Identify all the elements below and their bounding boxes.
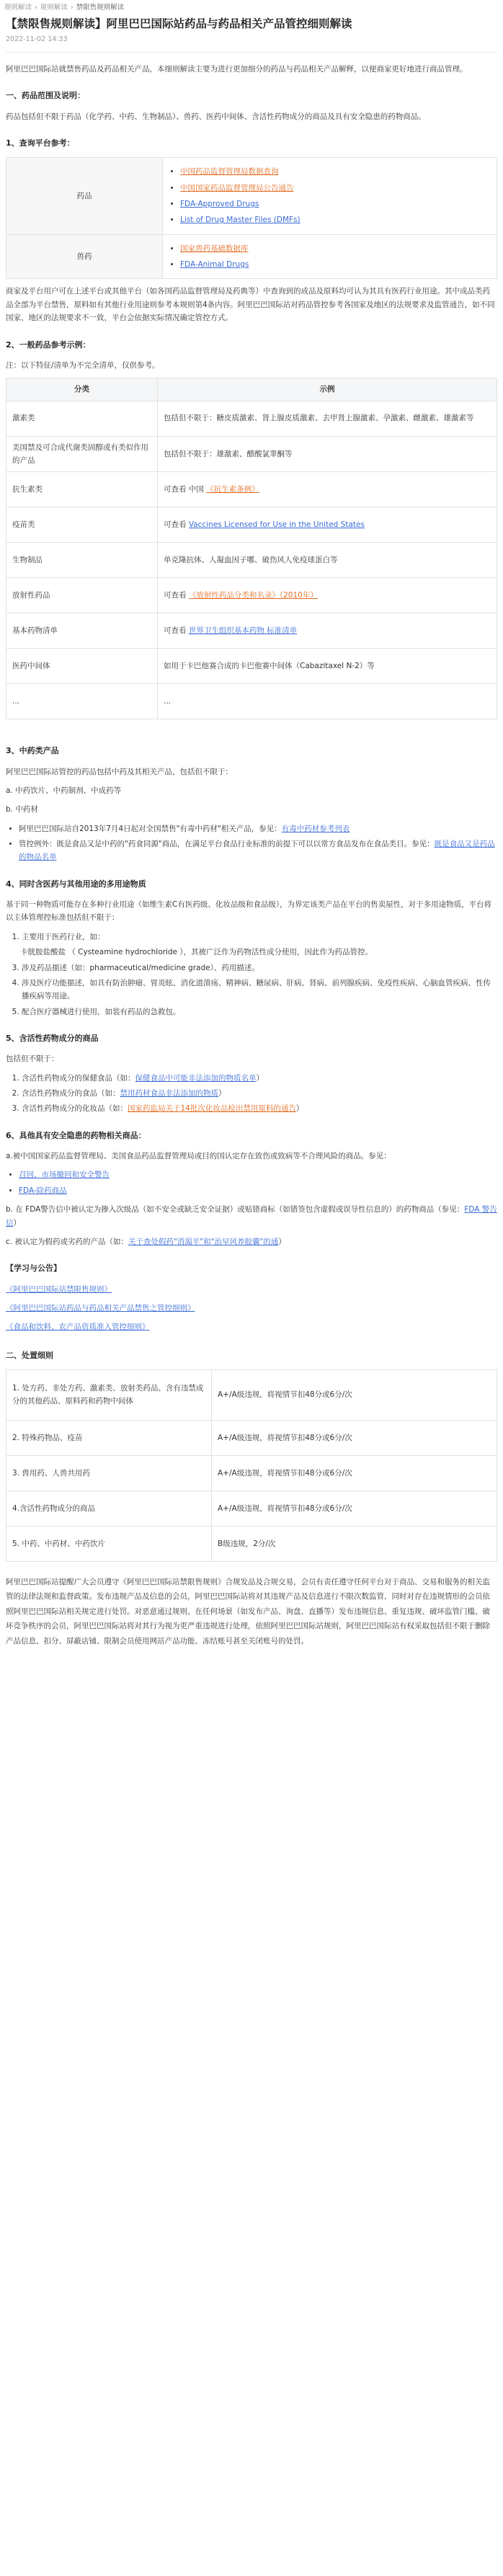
paragraph: b. 中药材 [6,805,38,814]
publish-date: 2022-11-02 14:33 [6,35,68,44]
link[interactable]: FDA-Animal Drugs [180,260,249,269]
table-cell [158,507,497,543]
list-text: 管控例外：既是食品又是中药的"药食同源"商品，在满足平台食品行业标准的前提下可以以常方食品发布在食品类目。参见： [19,840,435,848]
paragraph-text: b. 在 FDA警告信中被认定为掺入次级品（如不安全或缺乏安全证据）或贴错商标（如错签包含虚假或误导性信息的）的药物商品（参见： [6,1205,465,1214]
penalty-table [6,1369,497,1562]
bullet-list [6,822,497,864]
table-cell: 美国禁及可合成代谢类固醇或有类似作用的产品 [6,436,158,472]
link[interactable]: 世界卫生组织基本药物 标准清单 [188,626,298,636]
cell-text: 可查看 [164,520,189,530]
table-cell: 1. 处方药、非处方药、激素类、放射类药品、含有违禁成分的其他药品、原料药和药物中间体 [6,1369,212,1420]
table-cell: 包括但不限于：糖皮质激素、肾上腺皮质激素、去甲肾上腺激素、孕激素、雌激素、雄激素等 [158,401,497,436]
link[interactable]: 国家药监局关于14批次化妆品检出禁用原料的通告 [128,1104,296,1114]
table-row [6,507,497,543]
column-header: 分类 [6,378,158,401]
section-heading: 4、同时含医药与其他用途的多用途物质 [6,879,146,889]
breadcrumb-separator: › [35,4,37,12]
drug-examples-table [6,378,497,719]
table-cell: 2. 特殊药物品、疫苗 [6,1420,212,1455]
table-cell: B级违规，2分/次 [212,1526,497,1561]
cell-text: 可查看 [164,591,189,600]
query-platform-table [6,157,497,279]
paragraph [6,1203,497,1230]
table-cell: A+/A级违规，将视情节扣48分或6分/次 [212,1369,497,1420]
table-cell: A+/A级违规，将视情节扣48分或6分/次 [212,1455,497,1491]
table-cell [158,472,497,507]
learn-link-row [6,1302,497,1315]
table-row [6,158,497,235]
list-text: ） [218,1089,226,1098]
table-cell: ... [6,684,158,719]
link[interactable]: 有毒中药材参考列表 [281,824,350,833]
table-row [6,1491,497,1526]
table-cell: 3. 兽用药、人兽共用药 [6,1455,212,1491]
paragraph: 商家及平台用户可在上述平台或其他平台（如各国药品监督管理局及药典等）中查询到的成品及原料均可认为其具有医药行业用途。其中成品类药品全部为平台禁售，原料如有其他行业用途则参考本规则第4条内容。阿里巴巴国际站对药品管控参考各国家及地区的法规要求及监管通告，如不同国家、地区的法规要求不一致，平台会依据实际情况确定管控方式。 [6,287,495,323]
table-cell: 5. 中药、中药材、中药饮片 [6,1526,212,1561]
table-row [6,436,497,472]
list-text: 含活性药物成分的食品（如： [22,1089,120,1098]
table-cell [158,613,497,649]
table-cell: 如用于卡巴他赛合成的卡巴他赛中间体（Cabazitaxel N-2）等 [158,649,497,684]
table-row [6,1420,497,1455]
list-text: 含活性药物成分的化妆品（如： [22,1104,128,1114]
table-row [6,684,497,719]
list-item [22,1087,497,1100]
table-row [6,649,497,684]
section-heading: 6、具他具有安全隐患的药物相关商品： [6,1130,146,1140]
link[interactable]: 中国药品监督管理局数据查询 [180,167,279,177]
table-row [6,578,497,613]
link[interactable]: FDA-除药商品 [19,1186,67,1195]
list-text: ） [256,1073,264,1083]
table-cell: 生物制品 [6,543,158,578]
table-cell: 基本药物清单 [6,613,158,649]
link[interactable]: 禁用药材食品非法添加的物质 [120,1089,218,1098]
list-item [19,838,497,864]
section-heading: 1、查询平台参考： [6,138,75,148]
section-heading: 二、处置细则 [6,1350,53,1360]
list-item [19,1168,497,1181]
table-cell: A+/A级违规，将视情节扣48分或6分/次 [212,1491,497,1526]
table-cell: 4.含活性药物成分的商品 [6,1491,212,1526]
table-cell: 兽药 [6,234,163,279]
paragraph-text: ） [278,1237,286,1246]
table-cell [163,158,497,235]
table-row [6,1369,497,1420]
list-text: 阿里巴巴国际站自2013年7月4日起对全国禁售"有毒中药材"相关产品，参见： [19,824,282,833]
paragraph: 阿里巴巴国际站管控的药品包括中药及其相关产品，包括但不限于： [6,767,233,776]
breadcrumb-item[interactable]: 规则解读 [40,4,68,12]
link[interactable]: 《阿里巴巴国际站药品与药品相关产品禁售之管控细则》 [6,1303,195,1313]
paragraph: 包括但不限于： [6,1054,59,1064]
section-heading: 2、一般药品参考示例： [6,339,91,350]
link[interactable]: 《阿里巴巴国际站禁限售规则》 [6,1284,112,1294]
link[interactable]: 《食品和饮料、农产品资质准入管控细则》 [6,1323,150,1332]
paragraph-text: ） [13,1218,21,1227]
list-item [19,1184,497,1197]
note: 注：以下特征/清单为不完全清单，仅供参考。 [6,360,160,370]
list-item: 卡胱胺盐酸盐 （ Cysteamine hydrochloride ），其被广泛作为药物活性成分使用，因此作为药品管控。 [20,948,373,957]
link[interactable]: 保健食品中可能非法添加的物质名单 [135,1073,257,1083]
link[interactable]: 既是食品又是药品的物品名单 [19,840,495,862]
table-row [6,613,497,649]
learn-link-row [6,1283,497,1296]
list-text: 含活性药物成分的保健食品（如： [22,1073,135,1083]
list-item: 4. 涉及医疗功能描述，如具有防治肿瘤、胃炎眩、消化道溃疡、精神病、糖尿病、肝病、肾病、前列腺疾病、免疫性疾病、心脑血管疾病、性传播疾病等用途。 [22,977,497,1003]
table-row [6,401,497,436]
breadcrumb [4,2,124,14]
section-heading: 【学习与公告】 [6,1263,61,1274]
table-cell: A+/A级违规，将视情节扣48分或6分/次 [212,1420,497,1455]
link[interactable]: 召回、市场撤回和安全警告 [19,1171,110,1180]
breadcrumb-current: 禁限售规则解读 [76,4,125,12]
notice-paragraph: 阿里巴巴国际站提醒广大会员遵守《阿里巴巴国际站禁限售规则》合规发品及合规交易，会员有责任遵守任何平台对于商品、交易和服务的相关监管的法律法规和监督政策。发布违规产品及信息的会员，阿里巴巴国际站将对其违规产品及信息进行不限次数监管，同时对存在违规情形的会员依照阿里巴巴国际站相关规定进行处罚。对恶意通过规则、在任何场景（如发布产品、询盘、直播等）发布违规信息、重复违规、破坏监管门槛、破坏竞争秩序的会员，阿里巴巴国际站将对其行为视为更严重违规进行处理，依照阿里巴巴国际站规则，阿里巴巴国际站有权采取包括但不限于删除产品信息、扣分、屏蔽店铺、限制会员使用网站产品功能、冻结账号甚至关闭账号的处罚。 [6,1577,490,1645]
link[interactable]: 《放射性药品分类和名录》（2010年） [188,591,318,600]
link[interactable]: FDA-Approved Drugs [180,199,259,208]
link[interactable]: FDA 警告信 [6,1205,497,1227]
cell-text: 可查看 [164,626,189,636]
table-cell: 包括但不限于：雄激素、醋酸氯睾酮等 [158,436,497,472]
paragraph: 基于同一种物质可能存在多种行业用途（如维生素C有医药级、化妆品级和食品级），为界定该类产品在平台的售卖屋性，对于多用途物质，平台将以主体管理控标准包括但不限于： [6,900,492,923]
list-item [22,1102,497,1115]
list-item [22,1072,497,1085]
table-header-row [6,378,497,401]
table-cell: 放射性药品 [6,578,158,613]
breadcrumb-separator: › [70,4,74,12]
paragraph-text: c. 被认定为假药或劣药的产品（如： [6,1237,128,1246]
link[interactable]: 国家兽药基础数据库 [180,244,249,253]
link[interactable]: 关于查处假药"消渴平"和"治早风养胶囊"的通 [128,1237,279,1246]
table-cell [158,578,497,613]
list-text: ） [295,1104,304,1114]
table-row [6,1455,497,1491]
article-title: 【禁限售规则解读】阿里巴巴国际站药品与药品相关产品管控细则解读 [6,17,352,30]
list-item: 3. 涉及药品描述（如：pharmaceutical/medicine grade）、药用描述。 [22,961,497,974]
paragraph: a.被中国国家药品监督管理局、美国食品药品监督管理局或目的国认定存在致伤或致病等不合理风险的商品。参见： [6,1152,391,1160]
link[interactable]: List of Drug Master Files (DMFs) [180,216,301,225]
article [6,16,497,1654]
table-row [6,1526,497,1561]
divider [6,52,497,53]
breadcrumb-item[interactable]: 规则解读 [4,4,32,12]
link[interactable]: Vaccines Licensed for Use in the United States [188,520,365,530]
numbered-list [6,1072,497,1116]
cell-text: 可查看 中国 [164,485,207,494]
learn-link-row [6,1320,497,1333]
paragraph: 药品包括但不限于药品（化学药、中药、生物制品）、兽药、医药中间体、含活性药物成分的商品及具有安全隐患的药物商品。 [6,112,426,121]
section-heading: 一、药品范围及说明： [6,91,85,101]
table-cell: 医药中间体 [6,649,158,684]
table-cell: 疫苗类 [6,507,158,543]
section-heading: 3、中药类产品 [6,746,59,756]
table-row [6,543,497,578]
bullet-list [6,1168,497,1197]
paragraph [6,1235,497,1248]
section-heading: 5、含活性药物成分的商品 [6,1034,99,1043]
list-item: 5. 配合医疗器械进行使用，如装有药品的急救包。 [22,1005,497,1018]
table-cell: 抗生素类 [6,472,158,507]
numbered-list [6,931,497,1018]
link[interactable]: 《抗生素条例》 [206,485,259,494]
paragraph: a. 中药饮片、中药制剂、中成药等 [6,786,122,795]
intro-paragraph: 阿里巴巴国际站就禁售药品及药品相关产品，本细则解读主要为进行更加细分的药品与药品相关产品解释，以便商家更好地进行商品管理。 [6,64,468,74]
table-cell [163,234,497,279]
link[interactable]: 中国国家药品监督管理局公告通告 [180,183,294,192]
table-cell: ... [158,684,497,719]
list-item: 1. 主要用于医药行业，如： [22,931,497,943]
column-header: 示例 [158,378,497,401]
table-cell: 激素类 [6,401,158,436]
list-item [19,822,497,835]
table-cell: 单克隆抗体、人凝血因子哪、破伤风人免疫球蛋白等 [158,543,497,578]
table-row [6,472,497,507]
table-cell: 药品 [6,158,163,235]
table-row [6,234,497,279]
